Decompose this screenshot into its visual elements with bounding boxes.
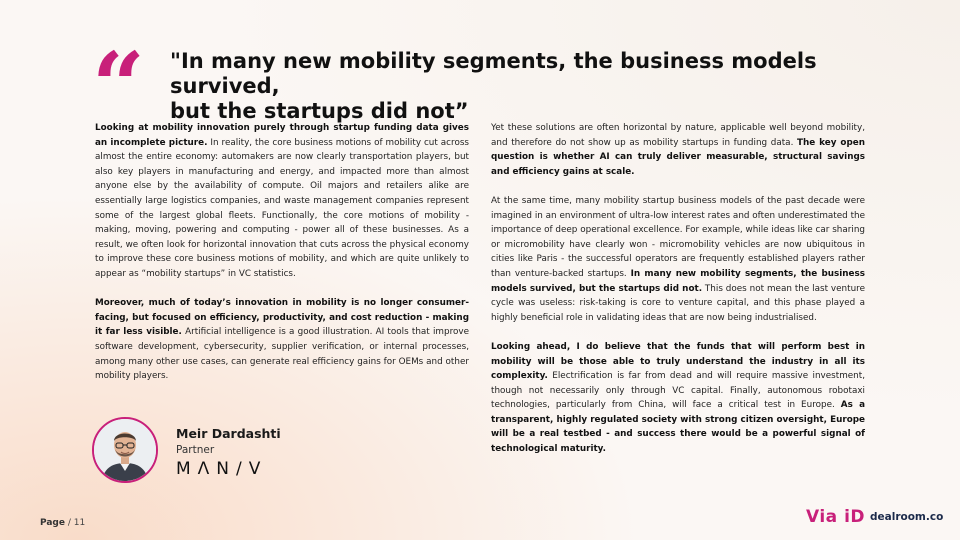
paragraph-body: This does not mean the last venture cycle was useless: risk-taking is core to venture capital, and this phase played a highly beneficial role in validating ideas that are now being industrialised. (491, 283, 865, 323)
author-role: Partner (176, 444, 215, 456)
paragraph (491, 340, 865, 457)
quote-mark-icon: “ (92, 32, 145, 140)
author-name: Meir Dardashti (176, 426, 281, 441)
paragraph (491, 194, 865, 325)
paragraph-emphasis: As a transparent, highly regulated society with strong citizen oversight, Europe will be a real testbed - and success there would be a powerful signal of technological maturity. (491, 400, 866, 455)
headline-line-1: "In many new mobility segments, the business models survived, (170, 49, 817, 98)
paragraph-body: Artificial intelligence is a good illustration. AI tools that improve software development, cybersecurity, supplier verification, or internal processes, among many other use cases, can generate real efficiency gains for OEMs and other mobility players. (95, 327, 469, 382)
right-column (491, 121, 865, 471)
paragraph-body: At the same time, many mobility startup business models of the past decade were imagined in an environment of ultra-low interest rates and often underestimated the importance of deep operational excellence. For example, while ideas like car sharing or micromobility have clearly won - micromobility vehicles are now ubiquitous in cities like Paris - the successful operators are frequently established players rather than venture-backed startups. (491, 195, 865, 279)
headline-line-2: but the startups did not” (170, 99, 469, 123)
page-indicator (40, 518, 85, 528)
avatar-portrait-icon (94, 419, 156, 481)
page-total: / 11 (67, 518, 86, 528)
paragraph-emphasis: In many new mobility segments, the business models survived, but the startups did not. (491, 268, 865, 294)
paragraph-body: Electrification is far from dead and will require massive investment, though not necessarily only through VC capital. Finally, autonomous robotaxi technologies, particularly from China, will face a critical test in Europe. (491, 371, 865, 411)
page-title (170, 49, 870, 124)
paragraph (95, 121, 469, 282)
paragraph-lead: Looking at mobility innovation purely through startup funding data gives an incomplete picture. (95, 123, 469, 148)
paragraph-lead: Moreover, much of today’s innovation in mobility is no longer consumer-facing, but focused on efficiency, productivity, and cost reduction - making it far less visible. (95, 298, 469, 338)
paragraph-emphasis: The key open question is whether AI can truly deliver measurable, structural savings and efficiency gains at scale. (491, 137, 865, 177)
dealroom-logo: dealroom.co (870, 511, 944, 523)
paragraph-body: Yet these solutions are often horizontal by nature, applicable well beyond mobility, and therefore do not show up as mobility startups in funding data. (491, 123, 865, 148)
paragraph-lead: Looking ahead, I do believe that the funds that will perform best in mobility will be those able to truly understand the industry in all its complexity. (491, 341, 865, 382)
paragraph (491, 121, 865, 179)
avatar (92, 417, 158, 483)
left-column (95, 121, 469, 398)
paragraph (95, 296, 469, 384)
via-id-logo: Via iD (806, 507, 866, 527)
page-label: Page (40, 518, 65, 528)
paragraph-body: In reality, the core business motions of mobility cut across almost the entire economy: automakers are now clearly transportation players, but also key players in manufacturing and energy, and impacted more than almost anyone else by the availability of compute. Oil majors and retailers alike are essentially large logistics companies, and waste management companies represent some of the largest global fleets. Functionally, the core motions of mobility - making, moving, powering and computing - power all of these businesses. As a result, we often look for horizontal innovation that cuts across the physical economy to improve these core business motions of mobility, and which are quite unlikely to appear as “mobility startups” in VC statistics. (95, 137, 469, 279)
manav-logo: MΛN/V (176, 459, 268, 479)
